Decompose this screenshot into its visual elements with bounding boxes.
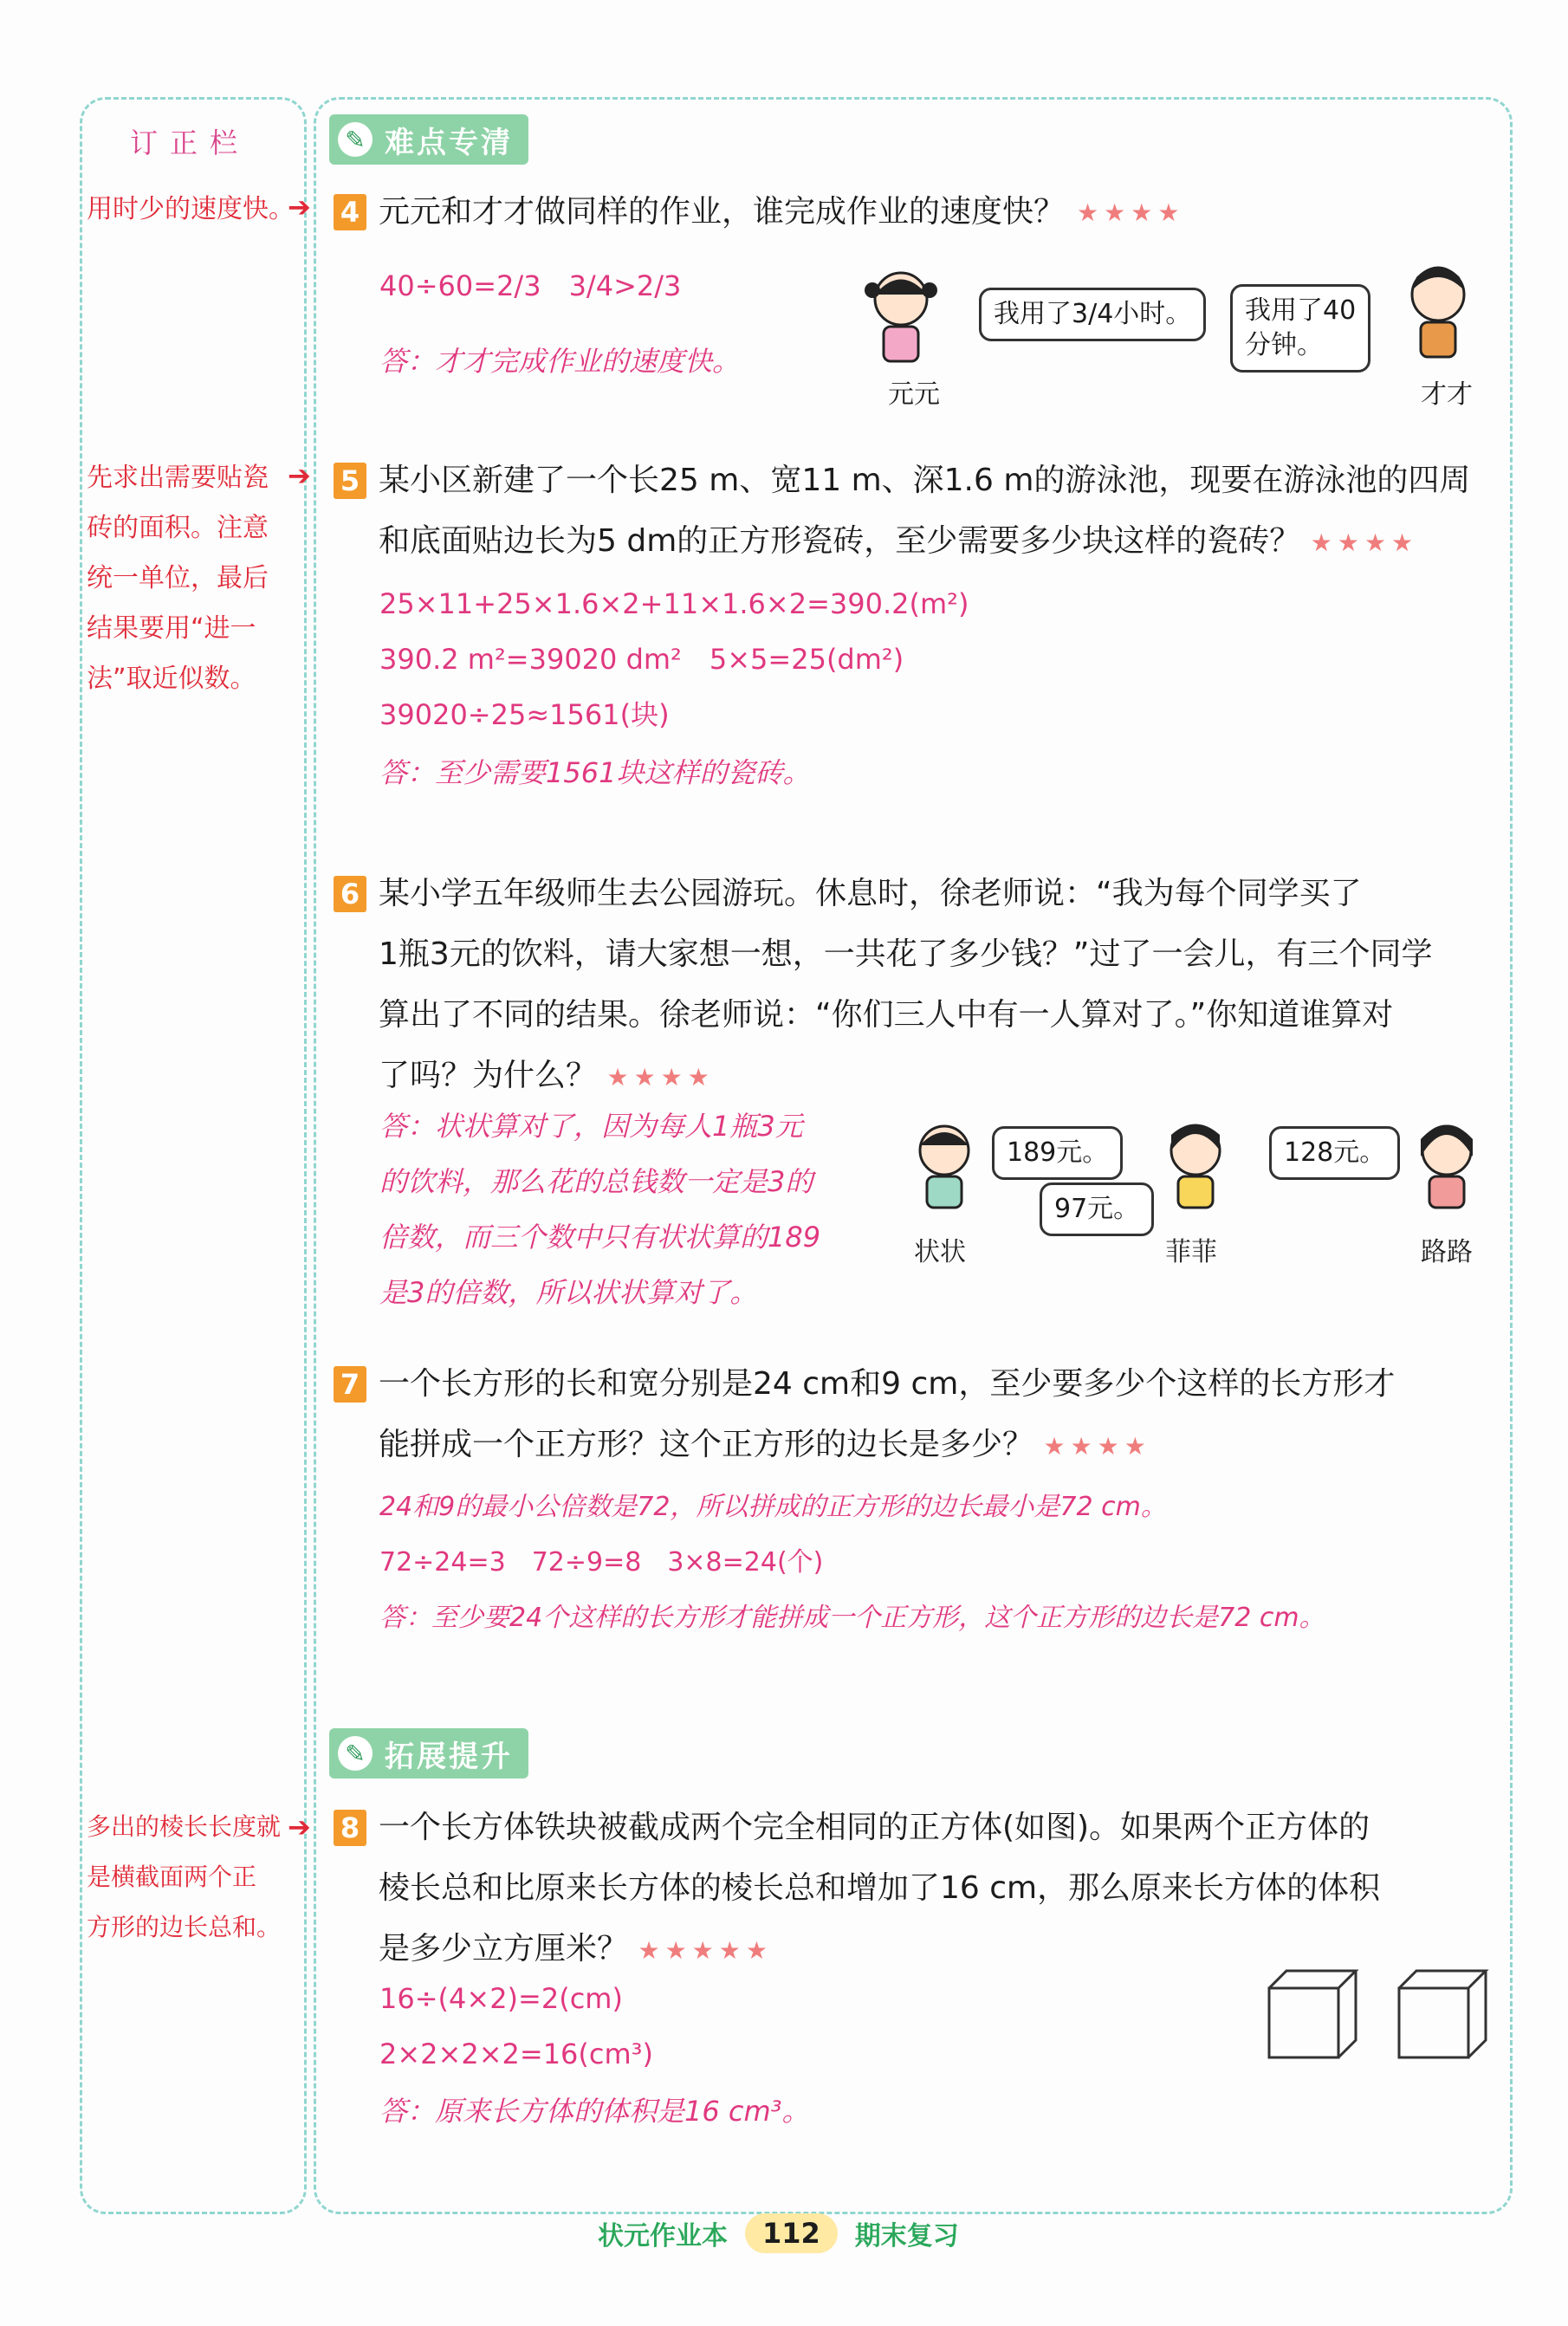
section-header-difficult [329, 114, 528, 165]
section-header-extend [329, 1728, 528, 1779]
pencil-icon: ✎ [338, 122, 373, 157]
question-7 [334, 1354, 1395, 1477]
question-6 [334, 864, 1432, 1108]
speech-bubble-97: 97元。 [1040, 1182, 1154, 1236]
pencil-icon: ✎ [338, 1736, 373, 1771]
arrow-icon: ➔ [288, 459, 311, 492]
speech-bubble-189: 189元。 [992, 1126, 1123, 1180]
q5-answer: 答：至少需要1561块这样的瓷砖。 [379, 756, 811, 789]
name-lulu: 路路 [1421, 1237, 1473, 1267]
q7-answer: 答：至少要24个这样的长方形才能拼成一个正方形，这个正方形的边长是72 cm。 [379, 1603, 1325, 1633]
child-caicai [1399, 260, 1477, 367]
q4-answer: 答：才才完成作业的速度快。 [379, 345, 741, 378]
name-feifei: 菲菲 [1165, 1237, 1217, 1267]
q4-work: 40÷60=2/3 3/4>2/3 [379, 269, 682, 302]
child-lulu [1412, 1118, 1481, 1216]
difficulty-stars: ★★★★ [1310, 528, 1419, 557]
section-title: 拓展提升 [385, 1739, 513, 1774]
page-number: 112 [745, 2213, 838, 2253]
margin-note-q5: 先求出需要贴瓷 砖的面积。注意 统一单位，最后 结果要用“进一 法”取近似数。 [87, 463, 269, 694]
question-5 [334, 450, 1470, 573]
arrow-icon: ➔ [288, 1811, 311, 1843]
q8-answer: 答：原来长方体的体积是16 cm³。 [379, 2095, 810, 2128]
difficulty-stars: ★★★★★ [638, 1936, 773, 1965]
question-number: 8 [334, 1810, 366, 1846]
speech-bubble-left: 我用了3/4小时。 [979, 288, 1206, 341]
footer-section: 期末复习 [854, 2221, 959, 2251]
margin-title: 订正栏 [130, 126, 250, 159]
footer-book-title: 状元作业本 [598, 2221, 728, 2251]
page-footer [598, 2213, 959, 2253]
question-number: 5 [334, 463, 366, 499]
speech-bubble-128: 128元。 [1269, 1126, 1400, 1180]
question-text: 某小区新建了一个长25 m、宽11 m、深1.6 m的游泳池，现要在游泳池的四周 和底面贴边长为5 dm的正方形瓷砖，至少需要多少块这样的瓷砖？ ★★★★ [379, 463, 1471, 559]
margin-note-q8: 多出的棱长长度就 是横截面两个正 方形的边长总和。 [87, 1812, 282, 1941]
question-text: 一个长方体铁块被截成两个完全相同的正方体(如图)。如果两个正方体的 棱长总和比原来长方体的棱长总和增加了16 cm，那么原来长方体的体积 是多少立方厘米？ ★★★★★ [379, 1810, 1381, 1966]
cube-figure-left [1265, 1966, 1360, 2065]
question-8 [334, 1798, 1380, 1981]
question-number: 4 [334, 194, 366, 230]
difficulty-stars: ★★★★ [606, 1063, 715, 1092]
q8-work: 16÷(4×2)=2(cm) 2×2×2×2=16(cm³) [379, 1982, 653, 2070]
child-yuanyuan [862, 264, 940, 372]
margin-note-q4: 用时少的速度快。 [87, 194, 295, 224]
question-text: 一个长方形的长和宽分别是24 cm和9 cm，至少要多少个这样的长方形才 能拼成一个正方形？这个正方形的边长是多少？ ★★★★ [379, 1366, 1396, 1462]
cube-figure-right [1395, 1966, 1490, 2065]
question-text: 某小学五年级师生去公园游玩。休息时，徐老师说：“我为每个同学买了 1瓶3元的饮料，请大家想一想，一共花了多少钱？”过了一会儿，有三个同学 算出了不同的结果。徐老师说：“你们三人中有一人算对了。”你知道谁算对 了吗？为什么？ ★★★★ [379, 876, 1433, 1093]
question-4 [334, 182, 1184, 243]
question-number: 7 [334, 1366, 366, 1403]
q6-answer: 答：状状算对了，因为每人1瓶3元 的饮料，那么花的总钱数一定是3的 倍数，而三个数中只有状状算的189 是3的倍数，所以状状算对了。 [379, 1110, 821, 1309]
child-zhuangzhuang [910, 1118, 979, 1216]
q7-work: 24和9的最小公倍数是72，所以拼成的正方形的边长最小是72 cm。 72÷24=3 72÷9=8 3×8=24(个) [379, 1492, 1167, 1578]
name-caicai: 才才 [1421, 379, 1473, 410]
arrow-icon: ➔ [288, 191, 311, 224]
difficulty-stars: ★★★★ [1077, 198, 1185, 227]
section-title: 难点专清 [385, 125, 513, 160]
name-zhuangzhuang: 状状 [914, 1237, 966, 1267]
question-text: 元元和才才做同样的作业，谁完成作业的速度快？ [379, 194, 1066, 230]
question-number: 6 [334, 876, 366, 912]
speech-bubble-right: 我用了40 分钟。 [1230, 284, 1370, 373]
child-feifei [1161, 1118, 1230, 1216]
difficulty-stars: ★★★★ [1043, 1432, 1151, 1461]
q5-work: 25×11+25×1.6×2+11×1.6×2=390.2(m²) 390.2 m²=39020 dm² 5×5=25(dm²) 39020÷25≈1561(块) [379, 587, 969, 731]
name-yuanyuan: 元元 [888, 379, 940, 410]
